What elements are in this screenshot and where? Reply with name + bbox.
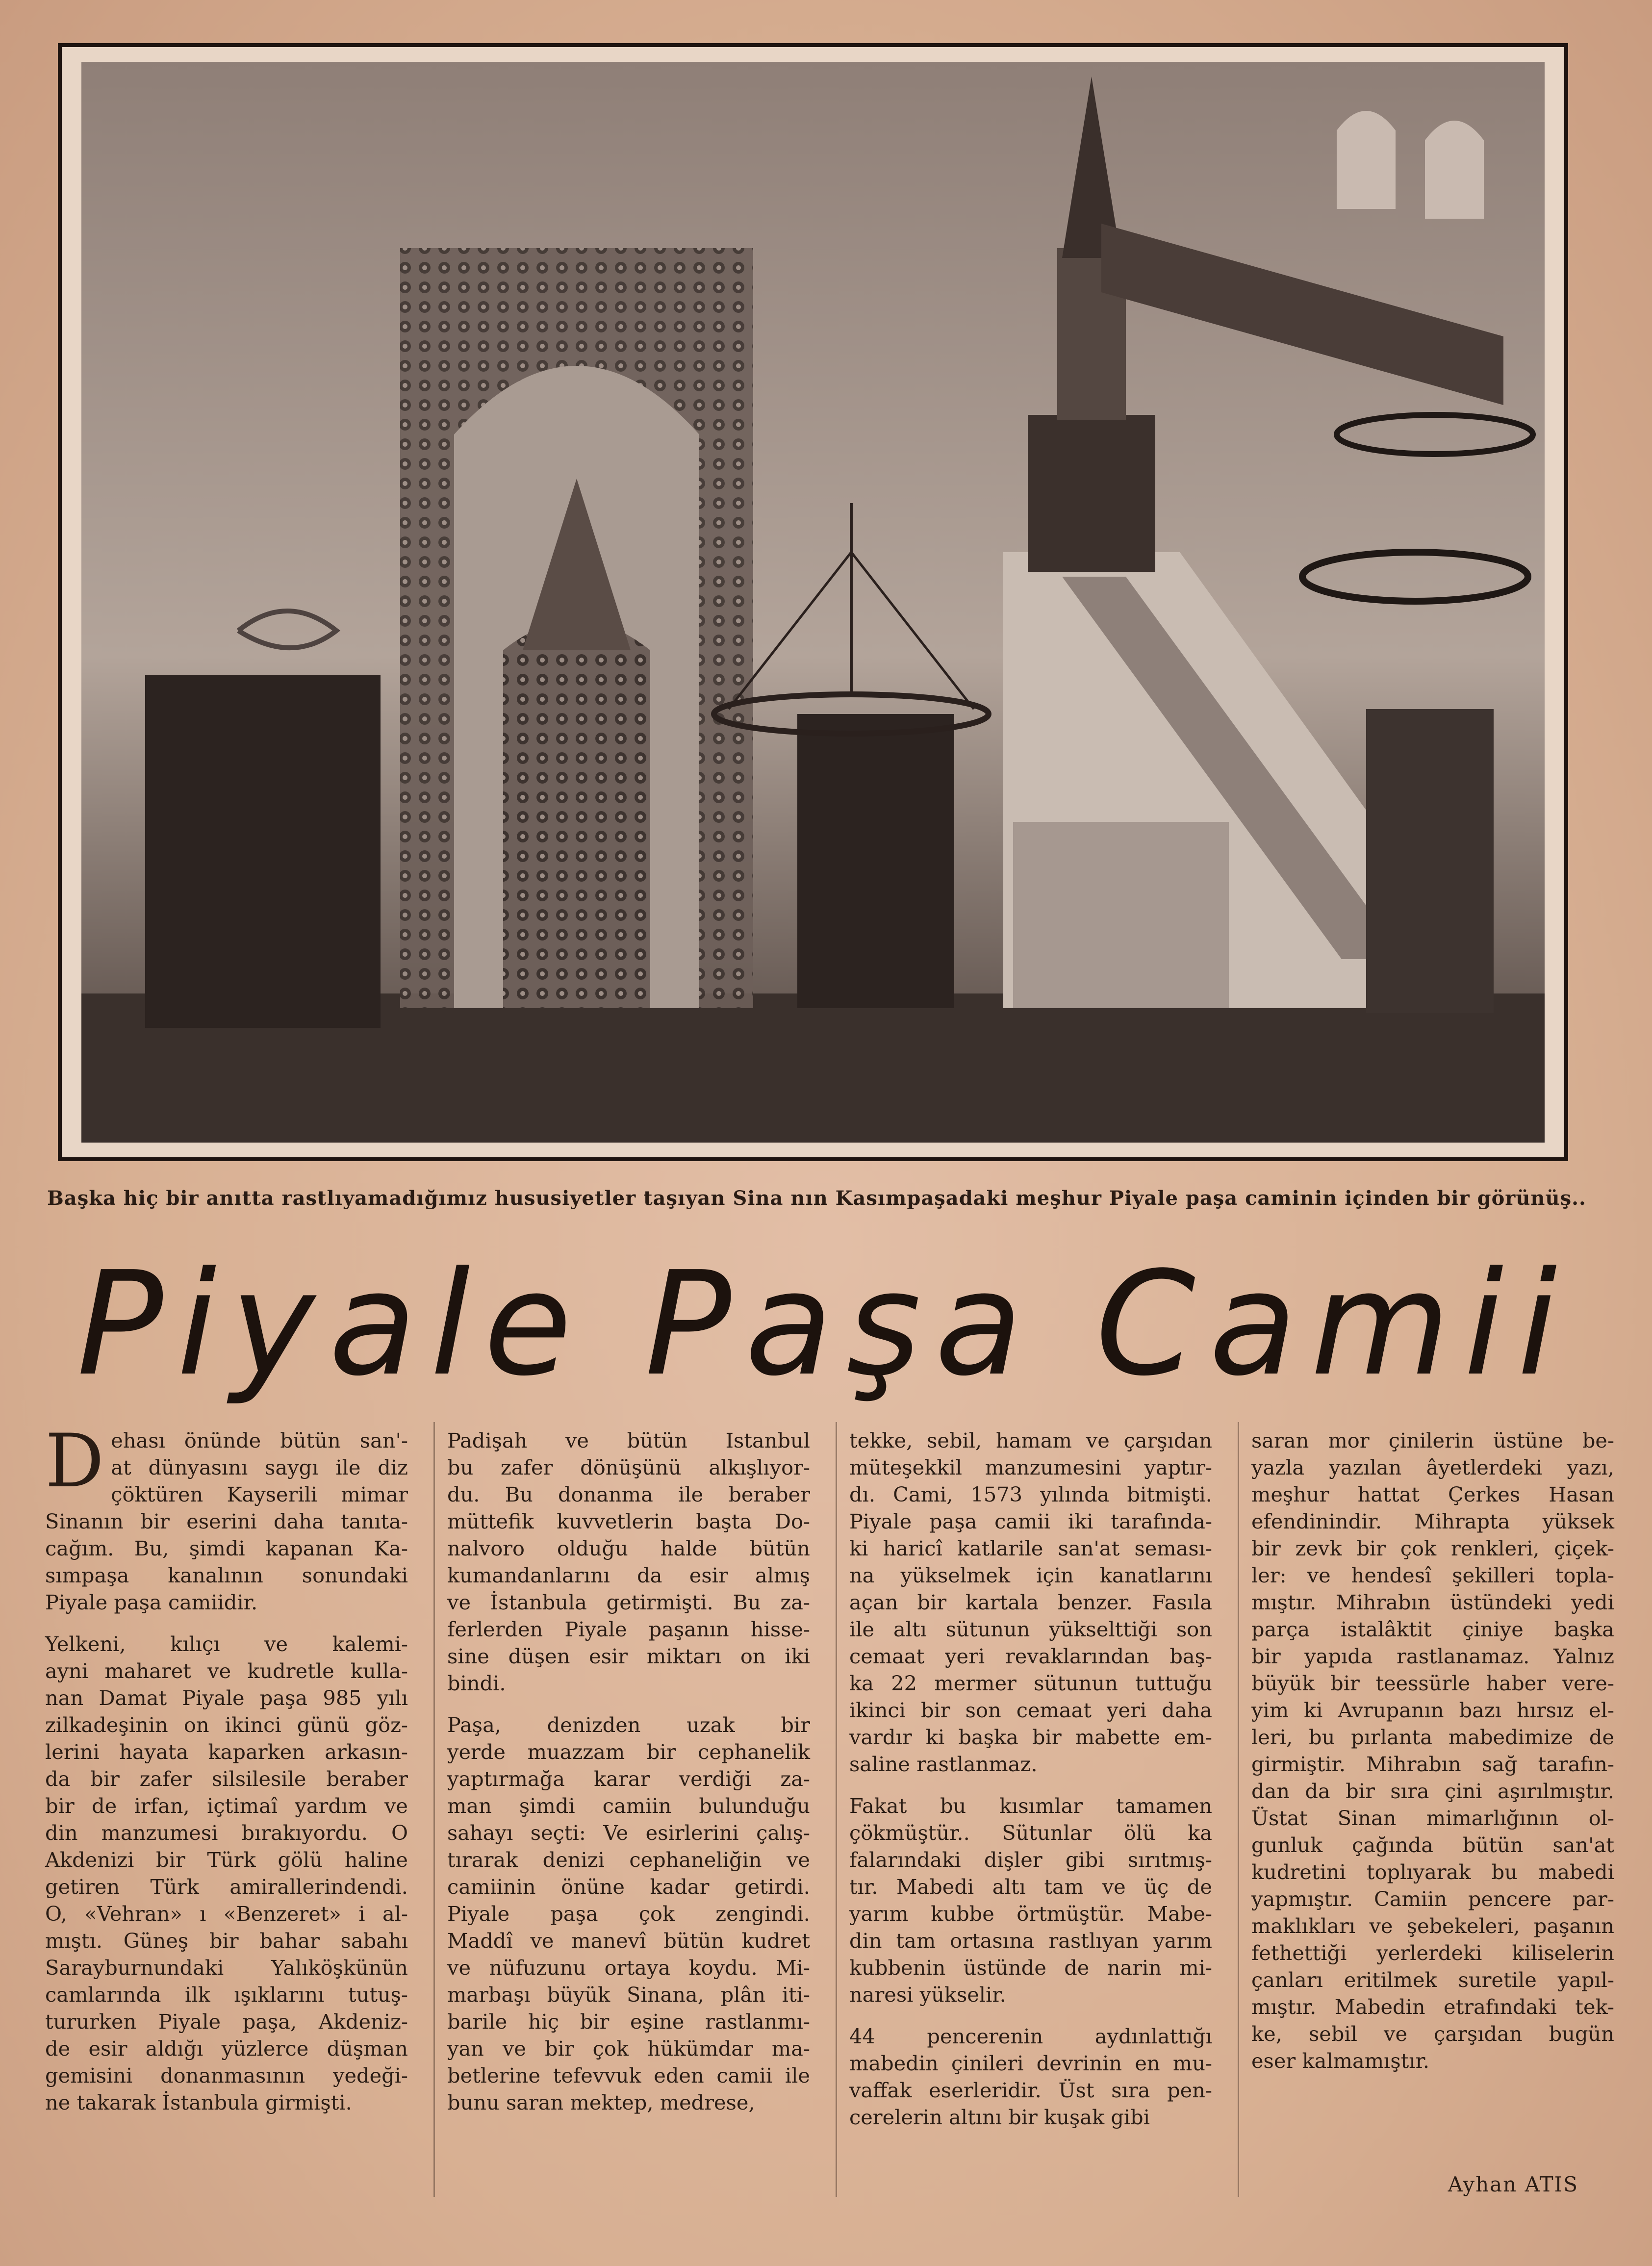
text-line: din manzumesi bırakıyordu. O <box>45 1821 408 1845</box>
text-line: ehası önünde bütün san'- <box>111 1428 408 1452</box>
text-line: gemisini donanmasının yedeği- <box>45 2063 408 2088</box>
text-line: Yelkeni, kılıçı ve kalemi- <box>45 1632 408 1656</box>
text-line: naresi yükselir. <box>849 1983 1006 2007</box>
text-line: de esir aldığı yüzlerce düşman <box>45 2037 408 2061</box>
text-line: Maddî ve manevî bütün kudret <box>447 1929 810 1953</box>
text-line: camlarında ilk ışıklarını tutuş- <box>45 1983 408 2007</box>
text-line: dan da bir sıra çini aşırılmıştır. <box>1251 1779 1614 1803</box>
text-line: gunluk çağında bütün san'at <box>1251 1833 1614 1857</box>
column-text <box>849 1427 1212 2131</box>
text-line: mıştır. Mihrabın üstündeki yedi <box>1251 1590 1614 1614</box>
text-line: du. Bu donanma ile beraber <box>447 1482 810 1506</box>
text-line: bir de irfan, içtimaî yardım ve <box>45 1794 408 1818</box>
text-line: zilkadeşinin on ikinci günü göz- <box>45 1713 408 1737</box>
text-line: cemaat yeri revaklarından baş- <box>849 1644 1212 1668</box>
text-line: büyük bir teessürle haber vere- <box>1251 1671 1614 1695</box>
text-line: bunu saran mektep, medrese, <box>447 2090 755 2114</box>
text-line: lerini hayata kaparken arkasın- <box>45 1740 408 1764</box>
text-line: cerelerin altını bir kuşak gibi <box>849 2105 1150 2129</box>
text-line: bir zevk bir çok renkleri, çiçek- <box>1251 1536 1614 1560</box>
text-line: cağım. Bu, şimdi kapanan Ka- <box>45 1536 408 1560</box>
text-line: saline rastlanmaz. <box>849 1752 1038 1776</box>
text-line: ferlerden Piyale paşanın hisse- <box>447 1617 810 1641</box>
author-signature: Ayhan ATIS <box>1448 2172 1578 2196</box>
text-line: O, «Vehran» ı «Benzeret» i al- <box>45 1902 408 1926</box>
text-line: girmiştir. Mihrabın sağ tarafın- <box>1251 1752 1614 1776</box>
paragraph-gap <box>849 2008 1212 2023</box>
text-line: müttefik kuvvetlerin başta Do- <box>447 1509 810 1533</box>
text-line: yerde muazzam bir cephanelik <box>447 1740 810 1764</box>
article-column-1 <box>45 1419 408 2192</box>
mosque-interior-illustration <box>81 62 1545 1143</box>
text-line: barile hiç bir eşine rastlanmı- <box>447 2010 810 2034</box>
text-line: 44 pencerenin aydınlattığı <box>849 2024 1212 2048</box>
article-headline: Piyale Paşa Camii <box>76 1241 1571 1407</box>
text-line: ve nüfuzunu ortaya koydu. Mi- <box>447 1956 810 1980</box>
text-line: dı. Cami, 1573 yılında bitmişti. <box>849 1482 1212 1506</box>
text-line: mıştı. Güneş bir bahar sabahı <box>45 1929 408 1953</box>
text-line: mıştır. Mabedin etrafındaki tek- <box>1251 1995 1614 2019</box>
text-line: ka 22 mermer sütunun tuttuğu <box>849 1671 1212 1695</box>
text-line: Paşa, denizden uzak bir <box>447 1713 810 1737</box>
article-column-3 <box>849 1427 1212 2192</box>
text-line: Piyale paşa çok zengindi. <box>447 1902 810 1926</box>
text-line: din tam ortasına rastlıyan yarım <box>849 1929 1212 1953</box>
text-line: kudretini toplıyarak bu mabedi <box>1251 1860 1614 1884</box>
text-line: marbaşı büyük Sinana, plân iti- <box>447 1983 810 2007</box>
text-line: maklıkları ve şebekeleri, paşanın <box>1251 1914 1614 1938</box>
column-text <box>1251 1427 1614 2074</box>
text-line: man şimdi camiin bulunduğu <box>447 1794 810 1818</box>
text-line: sine düşen esir miktarı on iki <box>447 1644 810 1668</box>
text-line: nan Damat Piyale paşa 985 yılı <box>45 1686 408 1710</box>
text-line: vardır ki başka bir mabette em- <box>849 1725 1212 1749</box>
article-column-4 <box>1251 1427 1614 2192</box>
text-line: yaptırmağa karar verdiği za- <box>447 1767 810 1791</box>
text-line: saran mor çinilerin üstüne be- <box>1251 1428 1614 1452</box>
text-line: sahayı seçti: Ve esirlerini çalış- <box>447 1821 810 1845</box>
text-line: ne takarak İstanbula girmişti. <box>45 2090 352 2114</box>
text-line: Piyale paşa camiidir. <box>45 1590 258 1614</box>
text-line: bir yapıda rastlanamaz. Yalnız <box>1251 1644 1614 1668</box>
text-line: ayni maharet ve kudretle kulla- <box>45 1659 408 1683</box>
text-line: at dünyasını saygı ile diz <box>111 1455 408 1479</box>
photo-caption: Başka hiç bir anıtta rastlıyamadığımız hususiyetler taşıyan Sina nın Kasımpaşadaki meşhur Piyale paşa caminin içinden bir görünüş.. <box>47 1187 1586 1210</box>
text-line: da bir zafer silsilesile beraber <box>45 1767 408 1791</box>
text-line: Sarayburnundaki Yalıköşkünün <box>45 1956 408 1980</box>
text-line: ki haricî katlarile san'at seması- <box>849 1536 1212 1560</box>
paragraph-gap <box>45 1616 408 1630</box>
column-text <box>447 1427 810 2116</box>
text-line: ve İstanbula getirmişti. Bu za- <box>447 1590 810 1614</box>
text-line: kumandanlarını da esir almış <box>447 1563 810 1587</box>
text-line: nalvoro olduğu halde bütün <box>447 1536 810 1560</box>
text-line: bu zafer dönüşünü alkışlıyor- <box>447 1455 810 1479</box>
text-line: çökmüştür.. Sütunlar ölü ka <box>849 1821 1212 1845</box>
text-line: yan ve bir çok hükümdar ma- <box>447 2037 810 2061</box>
text-line: meşhur hattat Çerkes Hasan <box>1251 1482 1614 1506</box>
text-line: ke, sebil ve çarşıdan bugün <box>1251 2022 1614 2046</box>
drop-cap: D <box>45 1419 104 1504</box>
text-line: yarım kubbe örtmüştür. Mabe- <box>849 1902 1212 1926</box>
text-line: eser kalmamıştır. <box>1251 2049 1430 2073</box>
paragraph-gap <box>849 1778 1212 1792</box>
text-line: mabedin çinileri devrinin en mu- <box>849 2051 1212 2075</box>
text-line: ler: ve hendesî şekilleri topla- <box>1251 1563 1614 1587</box>
text-line: yim ki Avrupanın bazı hırsız el- <box>1251 1698 1614 1722</box>
text-line: camiinin önüne kadar getirdi. <box>447 1875 810 1899</box>
text-line: açan bir kartala benzer. Fasıla <box>849 1590 1212 1614</box>
text-line: na yükselmek için kanatlarını <box>849 1563 1212 1587</box>
text-line: kubbenin üstünde de narin mi- <box>849 1956 1212 1980</box>
text-line: falarındaki dişler gibi sırıtmış- <box>849 1848 1212 1872</box>
text-line: ikinci bir son cemaat yeri daha <box>849 1698 1212 1722</box>
text-line: çanları eritilmek suretile yapıl- <box>1251 1968 1614 1992</box>
column-text <box>45 1419 408 2116</box>
paragraph-gap <box>447 1697 810 1711</box>
text-line: Üstat Sinan mimarlığının ol- <box>1251 1806 1614 1830</box>
text-line: getiren Türk amirallerindendi. <box>45 1875 408 1899</box>
text-line: fethettiği yerlerdeki kiliselerin <box>1251 1941 1614 1965</box>
text-line: sımpaşa kanalının sonundaki <box>45 1563 408 1587</box>
text-line: yazla yazılan âyetlerdeki yazı, <box>1251 1455 1614 1479</box>
text-line: Akdenizi bir Türk gölü haline <box>45 1848 408 1872</box>
text-line: yapmıştır. Camiin pencere par- <box>1251 1887 1614 1911</box>
text-line: betlerine tefevvuk eden camii ile <box>447 2063 810 2088</box>
text-line: vaffak eserleridir. Üst sıra pen- <box>849 2078 1212 2102</box>
text-line: Fakat bu kısımlar tamamen <box>849 1794 1212 1818</box>
text-line: tururken Piyale paşa, Akdeniz- <box>45 2010 408 2034</box>
text-line: Padişah ve bütün Istanbul <box>447 1428 810 1452</box>
text-line: parça istalâktit çiniye başka <box>1251 1617 1614 1641</box>
text-line: çöktüren Kayserili mimar <box>111 1482 408 1506</box>
text-line: ile altı sütunun yükselttiği son <box>849 1617 1212 1641</box>
mosque-interior-photo-frame <box>58 43 1568 1161</box>
text-line: Piyale paşa camii iki tarafında- <box>849 1509 1212 1533</box>
text-line: müteşekkil manzumesini yaptır- <box>849 1455 1212 1479</box>
text-line: tırarak denizi cephaneliğin ve <box>447 1848 810 1872</box>
article-column-2 <box>447 1427 810 2192</box>
text-line: bindi. <box>447 1671 506 1695</box>
text-line: leri, bu pırlanta mabedimize de <box>1251 1725 1614 1749</box>
mosque-interior-photo <box>81 62 1545 1143</box>
text-line: Sinanın bir eserini daha tanıta- <box>45 1509 408 1533</box>
article-body <box>45 1419 1614 2192</box>
text-line: efendinindir. Mihrapta yüksek <box>1251 1509 1614 1533</box>
text-line: tekke, sebil, hamam ve çarşıdan <box>849 1428 1212 1452</box>
text-line: tır. Mabedi altı tam ve üç de <box>849 1875 1212 1899</box>
